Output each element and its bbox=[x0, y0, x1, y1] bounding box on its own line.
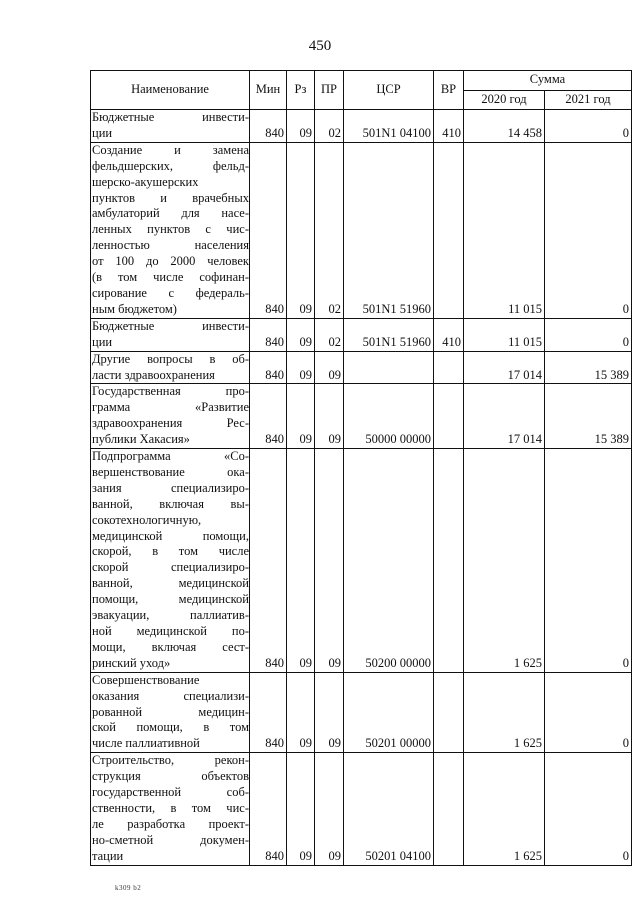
name-line: ственности, в том чис- bbox=[92, 800, 249, 815]
cell-amount-2020: 1 625 bbox=[464, 449, 545, 673]
name-line: ской помощи, в том bbox=[92, 720, 249, 735]
cell-amount-2020: 1 625 bbox=[464, 753, 545, 865]
cell-amount-2021: 0 bbox=[545, 110, 632, 143]
cell-min: 840 bbox=[250, 449, 287, 673]
name-line: (в том числе софинан- bbox=[92, 270, 249, 285]
cell-min: 840 bbox=[250, 142, 287, 318]
cell-rz: 09 bbox=[287, 384, 315, 449]
name-line: шерско-акушерских bbox=[92, 174, 199, 189]
name-line: помощи, медицинской bbox=[92, 592, 249, 607]
cell-pr: 02 bbox=[315, 110, 344, 143]
name-line: Бюджетные инвести- bbox=[92, 110, 249, 124]
header-csr: ЦСР bbox=[344, 71, 434, 110]
name-line: ванной, медицинской bbox=[92, 576, 249, 591]
cell-amount-2020: 11 015 bbox=[464, 142, 545, 318]
name-line: тации bbox=[92, 848, 124, 863]
name-line: мощи, включая сест- bbox=[92, 639, 249, 654]
cell-name bbox=[91, 449, 250, 673]
name-line: струкция объектов bbox=[92, 769, 249, 784]
cell-rz: 09 bbox=[287, 351, 315, 384]
cell-rz: 09 bbox=[287, 142, 315, 318]
cell-amount-2021: 0 bbox=[545, 318, 632, 351]
name-line: скорой, в том числе bbox=[92, 544, 249, 559]
cell-csr: 50201 04100 bbox=[344, 753, 434, 865]
cell-rz: 09 bbox=[287, 449, 315, 673]
cell-csr: 501N1 04100 bbox=[344, 110, 434, 143]
budget-table bbox=[90, 70, 632, 866]
cell-amount-2021: 0 bbox=[545, 142, 632, 318]
cell-vr bbox=[434, 384, 464, 449]
table-row bbox=[91, 672, 632, 753]
name-line: сокотехнологичную, bbox=[92, 512, 202, 527]
cell-vr bbox=[434, 351, 464, 384]
header-pr: ПР bbox=[315, 71, 344, 110]
table-row bbox=[91, 753, 632, 865]
name-line: Бюджетные инвести- bbox=[92, 318, 249, 333]
cell-name bbox=[91, 142, 250, 318]
name-line: здравоохранения Рес- bbox=[92, 416, 249, 431]
cell-name bbox=[91, 753, 250, 865]
name-line: ным бюджетом) bbox=[92, 301, 177, 316]
name-line: Подпрограмма «Со- bbox=[92, 449, 249, 464]
table-row bbox=[91, 449, 632, 673]
cell-vr bbox=[434, 753, 464, 865]
header-name: Наименование bbox=[91, 71, 250, 110]
name-line: ции bbox=[92, 125, 113, 140]
name-line: Другие вопросы в об- bbox=[92, 351, 249, 366]
header-sum: Сумма bbox=[464, 71, 632, 91]
footer-code: k309 b2 bbox=[115, 884, 142, 892]
cell-min: 840 bbox=[250, 753, 287, 865]
cell-min: 840 bbox=[250, 384, 287, 449]
header-min: Мин bbox=[250, 71, 287, 110]
cell-csr: 501N1 51960 bbox=[344, 318, 434, 351]
header-year-2021: 2021 год bbox=[545, 90, 632, 110]
header-rz: Рз bbox=[287, 71, 315, 110]
cell-amount-2021: 15 389 bbox=[545, 384, 632, 449]
cell-vr bbox=[434, 449, 464, 673]
name-line: сирование с федераль- bbox=[92, 285, 249, 300]
name-line: медицинской помощи, bbox=[92, 528, 249, 543]
table-row bbox=[91, 318, 632, 351]
name-line: ленных пунктов с чис- bbox=[92, 222, 249, 237]
cell-pr: 09 bbox=[315, 351, 344, 384]
header-year-2020: 2020 год bbox=[464, 90, 545, 110]
name-line: Создание и замена bbox=[92, 142, 249, 157]
name-line: ленностью населения bbox=[92, 238, 249, 253]
name-line: амбулаторий для насе- bbox=[92, 206, 249, 221]
cell-name bbox=[91, 672, 250, 753]
cell-amount-2020: 1 625 bbox=[464, 672, 545, 753]
name-line: публики Хакасия» bbox=[92, 432, 190, 447]
name-line: от 100 до 2000 человек bbox=[92, 254, 249, 269]
name-line: фельдшерских, фельд- bbox=[92, 158, 249, 173]
name-line: Строительство, рекон- bbox=[92, 753, 249, 768]
cell-csr: 50000 00000 bbox=[344, 384, 434, 449]
name-line: Совершенствование bbox=[92, 672, 200, 687]
name-line: рованной медицин- bbox=[92, 704, 249, 719]
cell-name bbox=[91, 384, 250, 449]
cell-min: 840 bbox=[250, 672, 287, 753]
cell-amount-2021: 0 bbox=[545, 449, 632, 673]
cell-rz: 09 bbox=[287, 318, 315, 351]
name-line: государственной соб- bbox=[92, 785, 249, 800]
name-line: числе паллиативной bbox=[92, 736, 200, 751]
cell-pr: 09 bbox=[315, 753, 344, 865]
cell-rz: 09 bbox=[287, 672, 315, 753]
cell-pr: 09 bbox=[315, 672, 344, 753]
table-body bbox=[91, 110, 632, 866]
cell-amount-2021: 0 bbox=[545, 672, 632, 753]
name-line: эвакуации, паллиатив- bbox=[92, 608, 249, 623]
name-line: ванной, включая вы- bbox=[92, 496, 249, 511]
cell-vr bbox=[434, 672, 464, 753]
cell-pr: 09 bbox=[315, 449, 344, 673]
name-line: зания специализиро- bbox=[92, 480, 249, 495]
cell-amount-2020: 14 458 bbox=[464, 110, 545, 143]
table-row bbox=[91, 384, 632, 449]
table-row bbox=[91, 142, 632, 318]
cell-amount-2021: 0 bbox=[545, 753, 632, 865]
cell-amount-2021: 15 389 bbox=[545, 351, 632, 384]
cell-rz: 09 bbox=[287, 110, 315, 143]
cell-csr: 50200 00000 bbox=[344, 449, 434, 673]
cell-min: 840 bbox=[250, 318, 287, 351]
cell-csr: 501N1 51960 bbox=[344, 142, 434, 318]
cell-amount-2020: 17 014 bbox=[464, 351, 545, 384]
cell-vr: 410 bbox=[434, 318, 464, 351]
name-line: скорой специализиро- bbox=[92, 560, 249, 575]
name-line: ной медицинской по- bbox=[92, 624, 249, 638]
name-line: но-сметной докумен- bbox=[92, 832, 249, 847]
cell-vr: 410 bbox=[434, 110, 464, 143]
name-line: ции bbox=[92, 334, 113, 349]
cell-amount-2020: 11 015 bbox=[464, 318, 545, 351]
cell-rz: 09 bbox=[287, 753, 315, 865]
name-line: вершенствование ока- bbox=[92, 464, 249, 479]
name-line: пунктов и врачебных bbox=[92, 190, 249, 205]
table-row bbox=[91, 351, 632, 384]
cell-csr: 50201 00000 bbox=[344, 672, 434, 753]
cell-pr: 09 bbox=[315, 384, 344, 449]
header-vr: ВР bbox=[434, 71, 464, 110]
cell-min: 840 bbox=[250, 110, 287, 143]
name-line: оказания специализи- bbox=[92, 688, 249, 703]
cell-pr: 02 bbox=[315, 318, 344, 351]
cell-name bbox=[91, 351, 250, 384]
name-line: ле разработка проект- bbox=[92, 816, 249, 831]
name-line: ринский уход» bbox=[92, 655, 171, 670]
name-line: грамма «Развитие bbox=[92, 400, 249, 415]
cell-amount-2020: 17 014 bbox=[464, 384, 545, 449]
cell-name bbox=[91, 318, 250, 351]
cell-min: 840 bbox=[250, 351, 287, 384]
cell-csr bbox=[344, 351, 434, 384]
cell-name bbox=[91, 110, 250, 143]
table-row bbox=[91, 110, 632, 143]
cell-pr: 02 bbox=[315, 142, 344, 318]
name-line: ласти здравоохранения bbox=[92, 367, 215, 382]
name-line: Государственная про- bbox=[92, 384, 249, 399]
page-number: 450 bbox=[308, 38, 332, 54]
cell-vr bbox=[434, 142, 464, 318]
